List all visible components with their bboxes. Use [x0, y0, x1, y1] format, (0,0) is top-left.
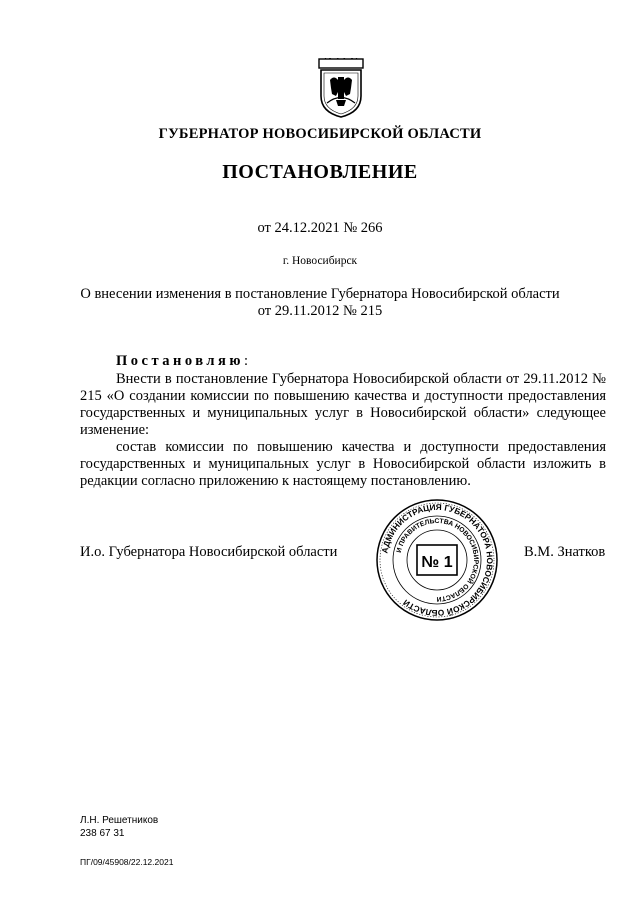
decree-word-colon: : [243, 353, 248, 369]
seal-center-text: № 1 [421, 554, 453, 571]
body-paragraph-2: состав комиссии по повышению качества и доступности предоставления государственных и муниципальных услуг в Новосибирской области изложить в редакции согласно приложению к настоящему постановлению. [80, 439, 606, 489]
subject-line-2: от 29.11.2012 № 215 [257, 303, 383, 319]
authority-title: ГУБЕРНАТОР НОВОСИБИРСКОЙ ОБЛАСТИ [158, 126, 482, 142]
executor-name: Л.Н. Решетников [80, 815, 159, 826]
subject-line-1: О внесении изменения в постановление Губернатора Новосибирской области [80, 286, 560, 302]
executor-phone: 238 67 31 [80, 828, 125, 839]
registration-number: ПГ/09/45908/22.12.2021 [80, 857, 174, 867]
document-subject [0, 286, 640, 320]
document-date-number: от 24.12.2021 № 266 [257, 220, 383, 236]
coat-of-arms-icon [317, 58, 365, 118]
seal-outer-text: АДМИНИСТРАЦИЯ ГУБЕРНАТОРА НОВОСИБИРСКОЙ ОБЛАСТИ [379, 501, 496, 619]
document-type: ПОСТАНОВЛЕНИЕ [222, 161, 418, 183]
decree-word [116, 353, 248, 370]
body-paragraph-1: Внести в постановление Губернатора Новосибирской области от 29.11.2012 № 215 «О создании комиссии по повышению качества и доступности предоставления государственных и муниципальных услуг в Новосибирской области» следующее изменение: [80, 371, 606, 438]
decree-word-text: Постановляю [116, 353, 244, 369]
seal-inner-text: И ПРАВИТЕЛЬСТВА НОВОСИБИРСКОЙ ОБЛАСТИ [395, 517, 480, 603]
document-city: г. Новосибирск [282, 255, 358, 267]
signer-name: В.М. Знатков [524, 544, 606, 560]
signer-title: И.о. Губернатора Новосибирской области [80, 544, 338, 560]
official-seal-icon [374, 497, 500, 623]
